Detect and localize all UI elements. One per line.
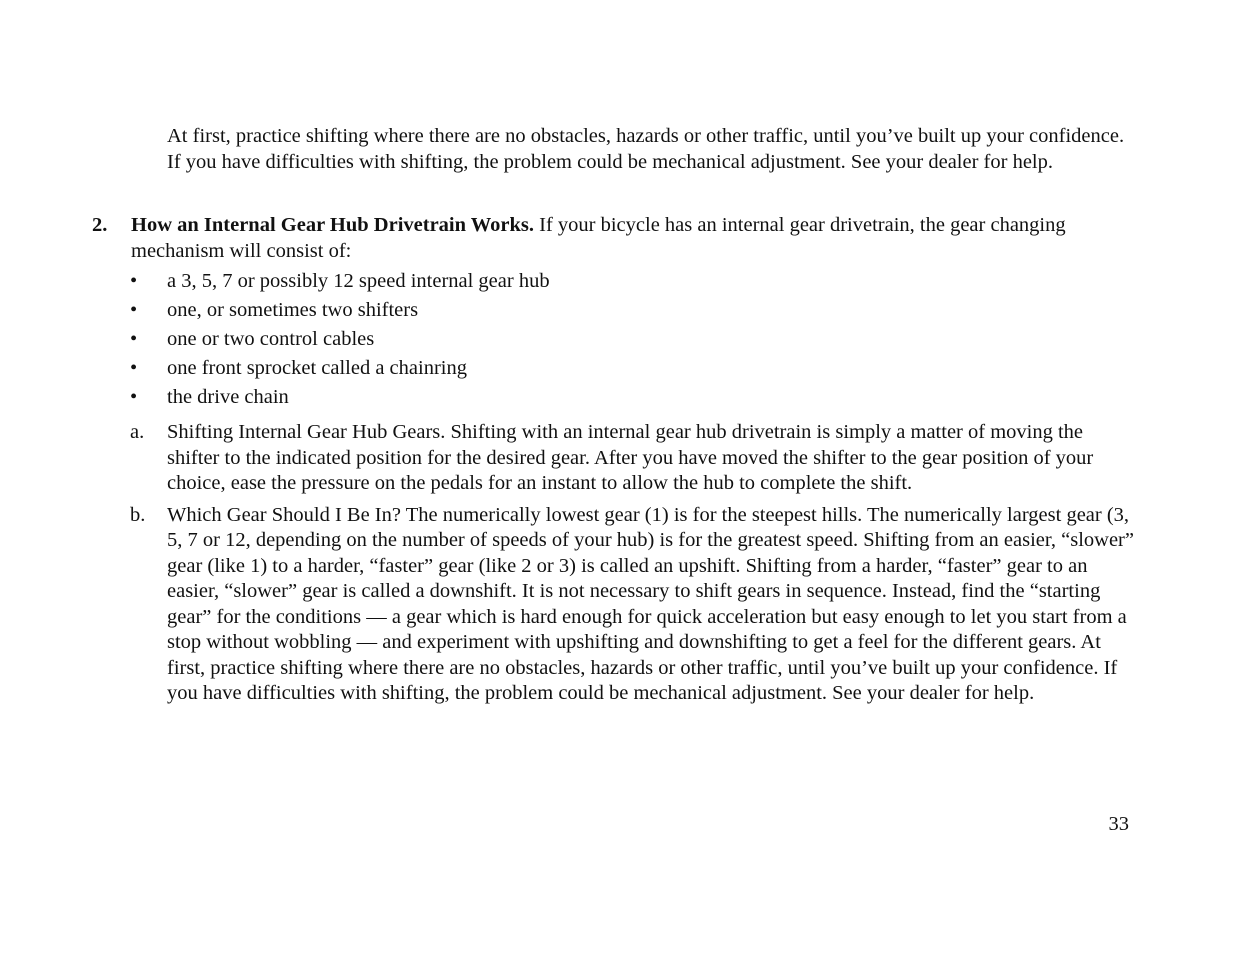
section-intro-text: If your bicycle has an internal gear drivetrain, the gear changing mechanism will consist of: [131, 214, 1066, 262]
list-item-text: one, or sometimes two shifters [167, 299, 419, 321]
subsection-letter: b. [130, 503, 146, 526]
subsection-text: Which Gear Should I Be In? The numerically lowest gear (1) is for the steepest hills. The numerically largest gear (3, 5, 7 or 12, depending on the number of speeds of your hub) is for the greatest speed. Shifting from an easier, “slower” gear (like 1) to a harder, “faster” gear (like 2 or 3) is called an upshift. Shifting from a harder, “faster” gear to an easier, “slower” gear is called a downshift. It is not necessary to shift gears in sequence. Instead, find the “starting gear” for the conditions — a gear which is hard enough for quick acceleration but easy enough to let you start from a stop without wobbling — and experiment with upshifting and downshifting to get a feel for the different gears. At first, practice shifting where there are no obstacles, hazards or other traffic, until you’ve built up your confidence. If you have difficulties with shifting, the problem could be mechanical adjustment. See your dealer for help. [167, 503, 1134, 704]
component-list [92, 267, 1137, 412]
bullet-icon: • [130, 299, 138, 321]
list-item [92, 354, 1137, 383]
subsection-list [92, 420, 1137, 707]
list-item [92, 296, 1137, 325]
list-item [92, 267, 1137, 296]
bullet-icon: • [130, 328, 138, 350]
section-heading-paragraph [92, 213, 1137, 264]
list-item [92, 383, 1137, 412]
list-item-text: one front sprocket called a chainring [167, 357, 467, 379]
section-number: 2. [92, 214, 108, 236]
subsection-text: Shifting Internal Gear Hub Gears. Shifting with an internal gear hub drivetrain is simply a matter of moving the shifter to the indicated position for the desired gear. After you have moved the shifter to the gear position of your choice, ease the pressure on the pedals for an instant to allow the hub to complete the shift. [167, 421, 1094, 494]
list-item [92, 325, 1137, 354]
bullet-icon: • [130, 386, 138, 408]
list-item-text: a 3, 5, 7 or possibly 12 speed internal gear hub [167, 270, 550, 292]
bullet-icon: • [130, 270, 138, 292]
list-item-text: one or two control cables [167, 328, 375, 350]
bullet-icon: • [130, 357, 138, 379]
list-item-text: the drive chain [167, 386, 289, 408]
subsection-which-gear [92, 503, 1137, 707]
intro-paragraph: At first, practice shifting where there are no obstacles, hazards or other traffic, until you’ve built up your confidence. If you have difficulties with shifting, the problem could be mechanical adjustment. See your dealer for help. [167, 125, 1125, 173]
page-number: 33 [1108, 813, 1129, 835]
subsection-shifting-internal-gears [92, 420, 1137, 497]
section-title: How an Internal Gear Hub Drivetrain Works. [131, 214, 534, 236]
subsection-letter: a. [130, 421, 145, 443]
section-internal-gear-hub [92, 213, 1137, 713]
